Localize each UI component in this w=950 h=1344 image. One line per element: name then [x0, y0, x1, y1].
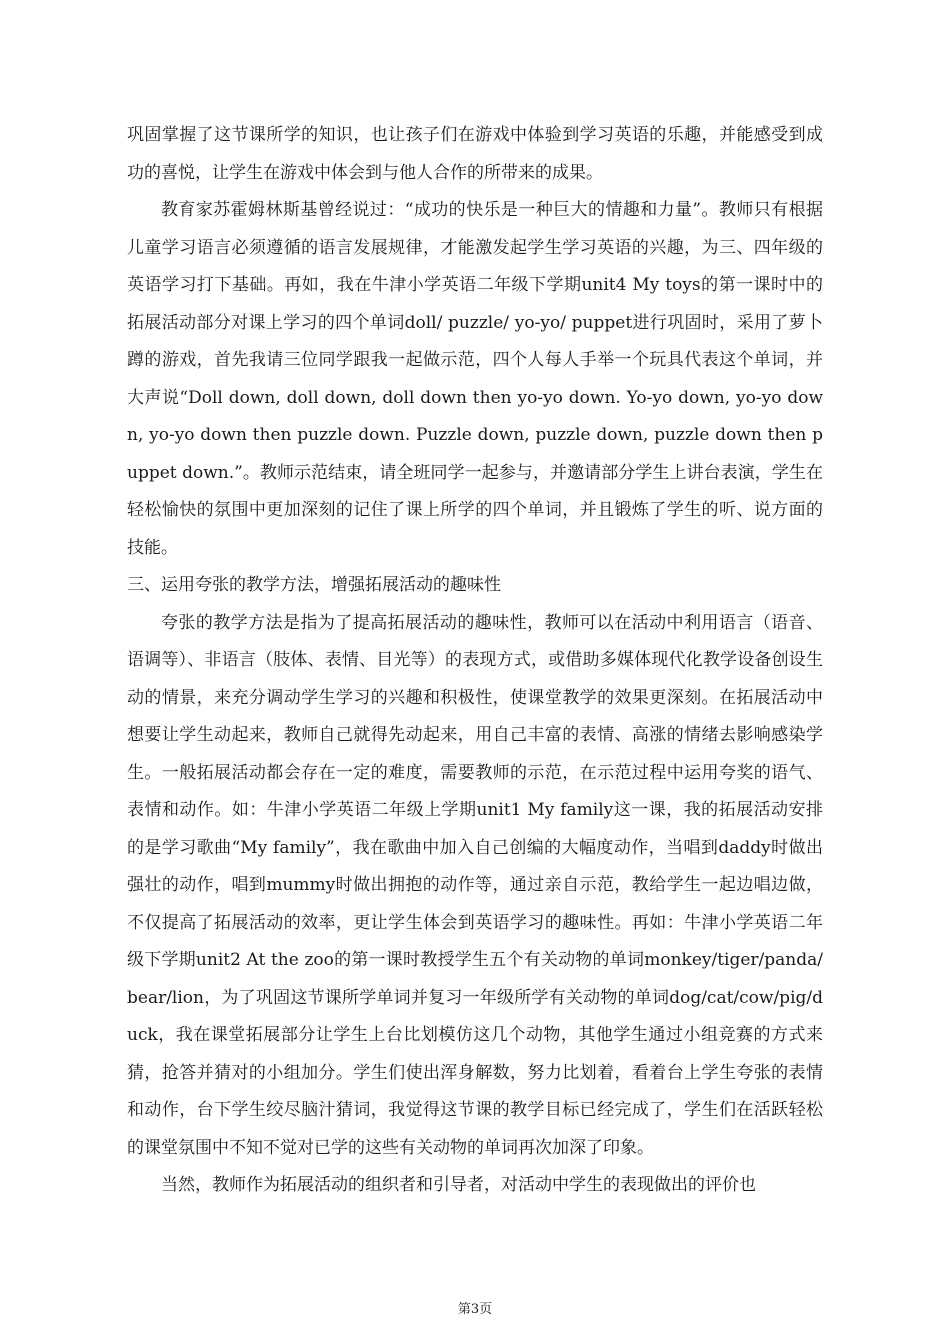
paragraph-exaggeration-method: 夸张的教学方法是指为了提高拓展活动的趣味性，教师可以在活动中利用语言（语音、语调等）、非语言（肢体、表情、目光等）的表现方式，或借助多媒体现代化教学设备创设生动的情景，来充分调动学生学习的兴趣和积极性，使课堂教学的效果更深刻。在拓展活动中想要让学生动起来，教师自己就得先动起来，用自己丰富的表情、高涨的情绪去影响感染学生。一般拓展活动都会存在一定的难度，需要教师的示范，在示范过程中运用夸奖的语气、表情和动作。如：牛津小学英语二年级上学期unit1 My family这一课，我的拓展活动安排的是学习歌曲“My family”，我在歌曲中加入自己创编的大幅度动作，当唱到daddy时做出强壮的动作，唱到mummy时做出拥抱的动作等，通过亲自示范，教给学生一起边唱边做，不仅提高了拓展活动的效率，更让学生体会到英语学习的趣味性。再如：牛津小学英语二年级下学期unit2 At the zoo的第一课时教授学生五个有关动物的单词monkey/tiger/panda/bear/lion，为了巩固这节课所学单词并复习一年级所学有关动物的单词dog/cat/cow/pig/duck，我在课堂拓展部分让学生上台比划模仿这几个动物，其他学生通过小组竞赛的方式来猜，抢答并猜对的小组加分。学生们使出浑身解数，努力比划着，看着台上学生夸张的表情和动作，台下学生绞尽脑汁猜词，我觉得这节课的教学目标已经完成了，学生们在活跃轻松的课堂氛围中不知不觉对已学的这些有关动物的单词再次加深了印象。	[127, 612, 823, 1158]
page-number: 第3页	[457, 1302, 493, 1317]
paragraph-continuation: 巩固掌握了这节课所学的知识，也让孩子们在游戏中体验到学习英语的乐趣，并能感受到成功的喜悦，让学生在游戏中体会到与他人合作的所带来的成果。	[127, 125, 823, 183]
section-heading-three: 三、运用夸张的教学方法，增强拓展活动的趣味性	[127, 575, 501, 595]
paragraph-suhomlinsky: 教育家苏霍姆林斯基曾经说过：“成功的快乐是一种巨大的情趣和力量”。教师只有根据儿童学习语言必须遵循的语言发展规律，才能激发起学生学习英语的兴趣，为三、四年级的英语学习打下基础。再如，我在牛津小学英语二年级下学期unit4 My toys的第一课时中的拓展活动部分对课上学习的四个单词doll/ puzzle/ yo-yo/ puppet进行巩固时，采用了萝卜蹲的游戏，首先我请三位同学跟我一起做示范，四个人每人手举一个玩具代表这个单词，并大声说“Doll down, doll down, doll down then yo-yo down. Yo-yo down, yo-yo down, yo-yo down then puzzle down. Puzzle down, puzzle down, puzzle down then puppet down.”。教师示范结束，请全班同学一起参与，并邀请部分学生上讲台表演，学生在轻松愉快的氛围中更加深刻的记住了课上所学的四个单词，并且锻炼了学生的听、说方面的技能。	[127, 200, 823, 558]
paragraph-evaluation: 当然，教师作为拓展活动的组织者和引导者，对活动中学生的表现做出的评价也	[161, 1175, 756, 1195]
document-body	[127, 117, 823, 1205]
